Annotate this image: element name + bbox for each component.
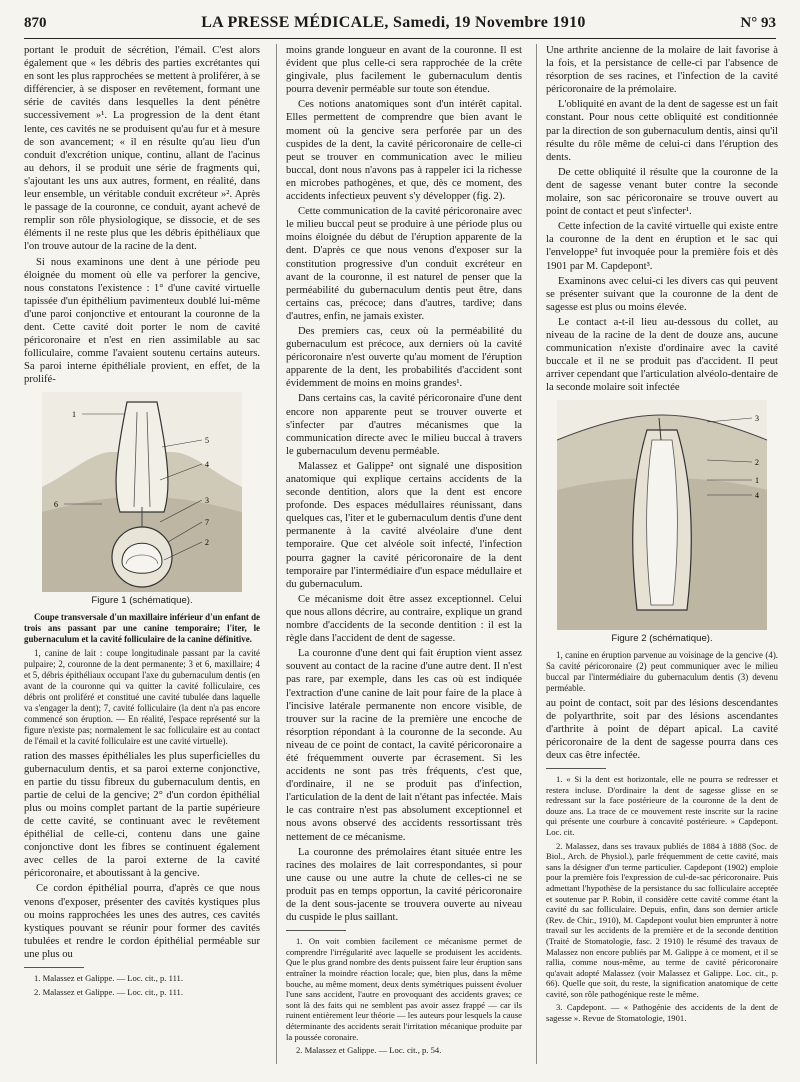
fig1-label: 6 [54,500,58,510]
paragraph: Une arthrite ancienne de la molaire de lait favorise à la fois, et la persistance de celle-ci par l'absence de résorption de ses racines, et l'infection de la cavité péricoronaire de la prémolaire. [546,45,778,96]
footnote: 3. Capdepont. — « Pathogénie des accidents de la dent de sagesse ». Revue de Stomatologie, 1901. [546,1002,778,1024]
figure-1-illustration [42,392,242,592]
column-rule-2 [536,44,537,1064]
header-rule [24,38,776,39]
fig2-label: 3 [755,414,759,424]
footnote: 2. Malassez et Galippe. — Loc. cit., p. 54. [296,1045,442,1056]
figure-1-title: Figure 1 (schématique). [91,595,193,607]
paragraph: La couronne d'une dent qui fait éruption vient assez souvent au contact de la racine d'une autre dent. Il n'est pas rare, par exemple, dans les cas où est indiquée l'extraction d'une canine de lait pour faire de la place à l'incisive latérale permanente non encore visible, de trouver sur la racine de la première une encoche de résorption répondant à la couronne de la seconde. Au niveau de ce point de contact, la cavité péricoronaire a été fréquemment ouverte par écrasement. Si les accidents ne sont pas très fréquents, c'est que, d'ordinaire, il ne se produit pas d'infection, l'articulation de la dent de lait n'étant pas infectée. Mais le cas contraire n'est pas absolument exceptionnel et nous avons observé des accidents ressortissant très nettement de ce mécanisme. [286,648,522,843]
paragraph: La couronne des prémolaires étant située entre les racines des molaires de lait correspondantes, si pour une cause ou une autre la chute de celles-ci ne se produit pas en temps opportun, la cavité péricoronaire de la dent sous-jacente se trouvera ouverte au niveau du cuspide le plus saillant. [286,846,522,924]
paragraph: moins grande longueur en avant de la couronne. Il est évident que plus celle-ci sera rapprochée de la crête gingivale, plus facilement le gubernaculum dentis pourra devenir perméable sur toute son étendue. [286,45,522,96]
fig2-label: 4 [755,491,759,501]
paragraph: Ces notions anatomiques sont d'un intérêt capital. Elles permettent de comprendre que bien avant le moment où la gencive sera perforée par un des cuspides de la dent, la cavité péricoronaire de celle-ci peut se trouver en communication avec le milieu buccal, dont nous n'avons pas à rappeler ici la richesse en microbes pathogènes, et que, dès ce moment, des accidents infectieux peuvent s'y développer (fig. 2). [286,99,522,203]
fig1-label: 4 [205,460,209,470]
fig1-label: 1 [72,410,76,420]
fig2-label: 2 [755,458,759,468]
footnote: 1. « Si la dent est horizontale, elle ne pourra se redresser et restera incluse. D'ordinaire la dent de sagesse glisse en se redressant sur la face postérieure de la couronne de la dent de douze ans. La trace de ce mouvement reste inscrite sur la racine qui présente une courbure à concavité postérieure. » Capdepont. Loc. cit. [546,774,778,837]
paragraph: Dans certains cas, la cavité péricoronaire d'une dent encore non apparente peut se trouver ouverte et s'infecter par d'autres mécanismes que la communication directe avec le milieu buccal à travers le gubernaculum devenu perméable. [286,393,522,457]
paragraph: portant le produit de sécrétion, l'émail. C'est alors également que « les débris des parties excrétantes qui en sont les plus rapprochées se mettent à proliférer, à se différencier, à se disposer en revêtement, formant une série de cavités dans lesquelles la dent pénètre successivement »¹. La progression de la dent étant lente, ces cavités ne se produisent qu'au fur et à mesure de son avancement; « il en résulte qu'au lieu d'un conduit d'excrétion unique, continu, allant de l'acinus au dehors, il se produit une série de fragments qui, s'ajoutant les uns aux autres, forment, en réalité, dans leur ensemble, un véritable conduit excréteur »². Après le passage de la couronne, ce conduit, ayant achevé de remplir son rôle physiologique, se dissocie, et de ses éléments il ne reste plus que les débris épithéliaux que l'on trouve autour de la racine de la dent. [24,45,260,253]
fig1-label: 7 [205,518,209,528]
fig1-label: 3 [205,496,209,506]
column-rule-1 [276,44,277,1064]
paragraph: Ce cordon épithélial pourra, d'après ce que nous venons d'exposer, présenter des cavités kystiques plus ou moins rapprochées les unes des autres, ces cavités kystiques pouvant se réunir pour former des cavités tubulées et rendre le cordon épithélial perméable sur une plus ou [24,883,260,960]
paragraph: Cette infection de la cavité virtuelle qui existe entre la couronne de la dent en éruption et le sac qui l'enveloppe² fut invoquée pour la première fois et dès 1901 par M. Capdepont³. [546,221,778,272]
journal-title: LA PRESSE MÉDICALE, Samedi, 19 Novembre 1910 [201,14,586,31]
footnote-separator [286,930,346,931]
footnote: 1. On voit combien facilement ce mécanisme permet de comprendre l'irrégularité avec laquelle se produisent les accidents. Que le plus grand nombre des dents puissent faire leur éruption sans entraîner la moindre réaction locale; que, bien plus, dans la même bouche, au même moment, deux dents symétriques puissent évoluer l'une sans accident, l'autre en provoquant des accidents graves; ce sont là des faits qui ne semblent pas avoir assez frappé — car ils ruinent entièrement leur théorie — les auteurs pour lesquels la cause déterminante des accidents serait l'irritation mécanique produite par la poussée coronaire. [286,936,522,1042]
paragraph: Cette communication de la cavité péricoronaire avec le milieu buccal peut se produire à une période plus ou moins éloignée du début de l'éruption apparente de la dent. D'après ce que nous venons d'exposer sur la constitution progressive d'un conduit excréteur en avant de la couronne, il est naturel de penser que la perméabilité du gubernaculum dentis peut être, dans certains cas, précoce; dans d'autres, tardive; dans d'autres, enfin, ne jamais exister. [286,206,522,322]
issue-number: N° 93 [740,15,776,31]
footnotes [24,973,260,997]
paragraph: Examinons avec celui-ci les divers cas qui peuvent se présenter suivant que la couronne de la dent de sagesse est plus ou moins élevée. [546,275,778,313]
column-2 [286,44,522,1064]
paragraph: Le contact a-t-il lieu au-dessous du collet, au niveau de la racine de la dent de douze ans, aucune communication n'existe d'ordinaire avec la cavité buccale et il ne se produit pas d'accident. Il peut arriver cependant que l'articulation alvéolo-dentaire de la seconde molaire soit infectée [546,316,778,394]
footnote-separator [546,768,606,769]
footnote: 2. Malassez et Galippe. — Loc. cit., p. 111. [34,986,183,997]
paragraph: Ce mécanisme doit être assez exceptionnel. Celui que nous allons décrire, au contraire, explique un grand nombre d'accidents de la seconde dentition : il est la règle dans l'accident de dent de sagesse. [286,593,522,645]
footnotes [286,936,522,1056]
fig1-label: 5 [205,436,209,446]
page-header [24,14,776,36]
figure-1-caption [24,612,260,747]
caption-heading: Coupe transversale d'un maxillaire inférieur d'un enfant de trois ans passant par une canine temporaire; l'iter, le gubernaculum et la cavité folliculaire de la canine définitive. [24,611,260,644]
paragraph: ration des masses épithéliales les plus superficielles du gubernaculum dentis, et sa paroi externe conjonctive, en partie du tissu fibreux du gubernaculum dentis, en partie de celui de la gencive; 2° d'un cordon épithélial plus ou moins complet partant de la partie supérieure de cette cavité, se continuant avec le revêtement épithélial de celle-ci, contenu dans une gaine conjonctive dont les fibres se continuent également avec celles de la paroi externe de la cavité péricoronaire, et aboutissant à la gencive. [24,750,260,880]
footnote-separator [24,967,84,968]
fig1-label: 2 [205,538,209,548]
paragraph: au point de contact, soit par des lésions descendantes de polyarthrite, soit par des lésions ascendantes d'arthrite à point de départ apical. La cavité péricoronaire de la dent de sagesse pourra dans ces deux cas être infectée. [546,697,778,761]
footnotes [546,774,778,1024]
caption-legend: 1, canine de lait : coupe longitudinale passant par la cavité pulpaire; 2, couronne de la dent permanente; 3 et 6, maxillaire; 4 et 5, débris épithéliaux occupant l'axe du gubernaculum dentis (en avant de la couronne qui va quitter la cavité folliculaire, ces débris ont proliféré et constitué une cavité tubulée dans laquelle va s'engager la dent); 7, cavité folliculaire (la dent n'a pas encore commencé son éruption. — En réalité, l'espace représenté sur la figure n'existe pas; normalement le sac folliculaire est au contact de l'émail et la cavité folliculaire est une cavité virtuelle). [24,647,260,746]
caption-legend: 1, canine en éruption parvenue au voisinage de la gencive (4). Sa cavité péricoronaire (2) peut communiquer avec le milieu buccal par l'intermédiaire du gubernaculum dentis (3) devenu perméable. [546,649,778,693]
column-3 [546,44,778,1064]
paragraph: De cette obliquité il résulte que la couronne de la dent de sagesse venant buter contre la seconde molaire, son sac péricoronaire se trouve ouvert au point de contact et peut s'infecter¹. [546,166,778,218]
fig2-label: 1 [755,476,759,486]
column-1 [24,44,260,1064]
footnote: 1. Malassez et Galippe. — Loc. cit., p. 111. [34,973,183,984]
paragraph: L'obliquité en avant de la dent de sagesse est un fait constant. Pour nous cette obliquité est conditionnée par la direction de son gubernaculum dentis, ainsi qu'il résulte du rôle même de celui-ci dans l'éruption des dents. [546,99,778,163]
paragraph: Des premiers cas, ceux où la perméabilité du gubernaculum est précoce, aux derniers où la cavité péricoronaire n'est ouverte qu'au moment de l'éruption apparente de la dent, les probabilités d'accident sont évidemment de moins en moins grandes¹. [286,325,522,390]
figure-2-illustration [557,400,767,630]
paragraph: Malassez et Galippe² ont signalé une disposition anatomique qui explique certains accidents de la seconde dentition, alors que la dent est encore profonde. Des espaces médullaires réunissant, dans quelques cas, l'iter et le gubernaculum dentis d'une dent permanente à la cavité alvéolaire d'une dent temporaire. Que cet alvéole soit infecté, l'infection pourra gagner la cavité péricoronaire de la dent temporaire par l'intermédiaire d'un espace médullaire et du gubernaculum. [286,460,522,590]
page-number: 870 [24,15,47,31]
figure-2-caption [546,650,778,694]
footnote: 2. Malassez, dans ses travaux publiés de 1884 à 1888 (Soc. de Biol., Arch. de Physiol.), parle fréquemment de cette cavité, mais sans la désigner d'un terme particulier. Capdepont (1902) emploie pour la première fois l'expression de cul-de-sac péricoronaire. Puis admettant l'hypothèse de la persistance du sac folliculaire acceptée et soutenue par P. Robin, il considère cette cavité comme étant la cavité du sac folliculaire. Depuis, enfin, dans son dernier article (Rev. de Chir., 1910), M. Capdepont voulut bien emprunter à notre travail sur les accidents de la première et de la seconde dentition (Traité de Stomatologie, fasc. 2 1910) le résumé des travaux de Malassez non encore publiés par M. Galippe à ce moment, et il se rallia, comme nous-même, au terme de cavité péricoronaire qu'avait adopté Malassez (voir Malassez et Galippe. Loc. cit., p. 66). Quelle que soit, du reste, la signification anatomique de cette cavité, son rôle pathogénique reste le même. [546,840,778,999]
paragraph: Si nous examinons une dent à une période peu éloignée du moment où elle va perforer la gencive, nous constatons l'existence : 1° d'une cavité virtuelle tapissée d'un épithélium pavimenteux doublé lui-même d'une paroi conjonctive et entourant la couronne de la dent. Cette cavité doit porter le nom de cavité péricoronaire et n'est en rien assimilable au sac folliculaire, comme l'avaient soutenu certains auteurs. Sa paroi interne épithéliale provient, en effet, de la prolifé- [24,256,260,386]
figure-2-title: Figure 2 (schématique). [611,633,713,645]
